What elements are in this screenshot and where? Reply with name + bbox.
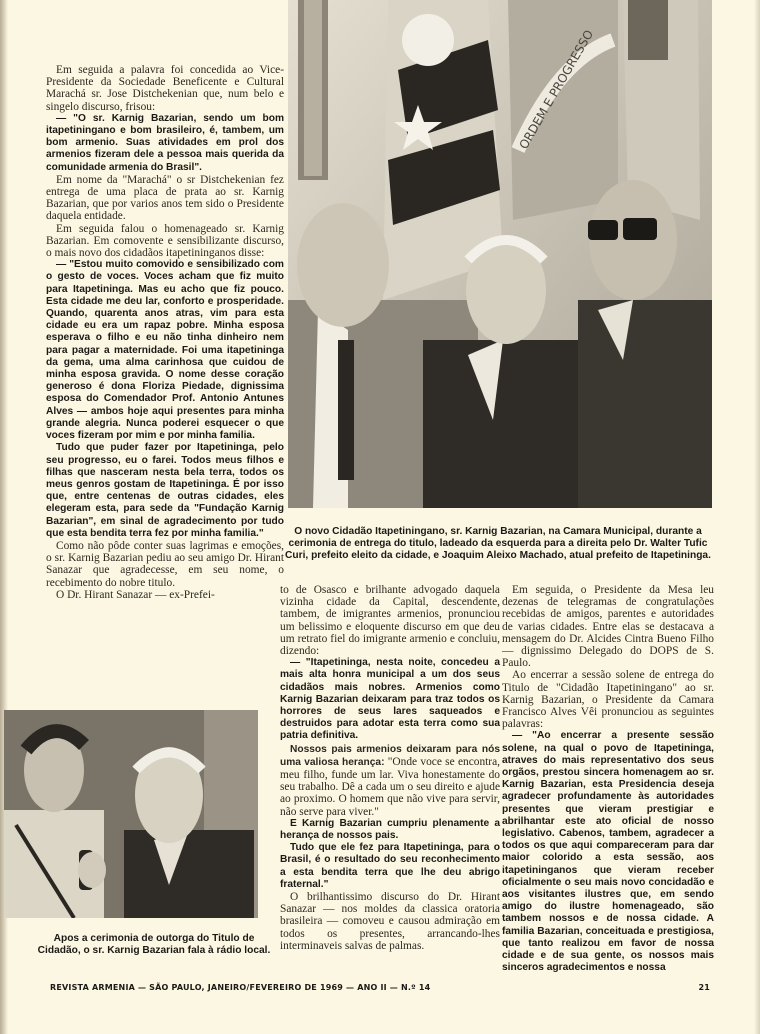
man-right-suit bbox=[578, 300, 712, 508]
paragraph: Como não pôde conter suas lagrimas e emoções, o sr. Karnig Bazarian pediu ao seu amigo Dr. Hirant Sanazar que agradecesse, em seu nome, o recebimento do nobre titulo. bbox=[46, 539, 284, 589]
paragraph: Em nome da "Marachá" o sr Distchekenian fez entrega de uma placa de prata ao sr. Karnig Bazarian, que por varios anos tem sido o Presidente daquela entidade. bbox=[46, 173, 284, 223]
paragraph: Em seguida falou o homenageado sr. Karnig Bazarian. Em comovente e sensibilizante discurso, o mais novo dos cidadãos itapetininganos disse: bbox=[46, 222, 284, 260]
flag-brazil bbox=[508, 0, 618, 220]
photo-small-caption: Apos a cerimonia de outorga do Titulo de Cidadão, o sr. Karnig Bazarian fala à rádio local. bbox=[37, 933, 271, 957]
page-footer bbox=[48, 983, 714, 997]
paragraph: O brilhantissimo discurso do Dr. Hirant Sanazar — nos moldes da classica oratoria brasileira — comoveu e causou admiração em todos os presentes, arrancando-lhes interminaveis salvas de palmas. bbox=[280, 891, 500, 952]
photo-radio-interview bbox=[4, 710, 258, 918]
bold-lead: Nossos pais armenios deixaram para nós uma valiosa herança: bbox=[280, 743, 500, 768]
quote-paragraph: E Karnig Bazarian cumpriu plenamente a herança de nossos pais. bbox=[280, 817, 500, 842]
photo-main-caption: O novo Cidadão Itapetiningano, sr. Karnig Bazarian, na Camara Municipal, durante a cerimonia de entrega do titulo, ladeado da esquerda para a direita pelo Dr. Walter Tufic Curi, prefeito eleito da cidade, e Joaquim Aleixo Machado, atual prefeito de Itapetininga. bbox=[285, 526, 711, 562]
quote-paragraph: Tudo que ele fez para Itapetininga, para o Brasil, é o resultado do seu reconhecimento a esta bendita terra que lhe deu abrigo fraternal." bbox=[280, 842, 500, 890]
man-left-head bbox=[297, 203, 389, 327]
photo-three-men-with-flags bbox=[288, 0, 712, 508]
publication-line: REVISTA ARMENIA — SÃO PAULO, JANEIRO/FEVEREIRO DE 1969 — ANO II — N.º 14 bbox=[50, 983, 431, 992]
paragraph: O Dr. Hirant Sanazar — ex-Prefei- bbox=[56, 588, 215, 601]
quote-paragraph: — "Itapetininga, nesta noite, concedeu a mais alta honra municipal a um dos seus cidadãos mais nobres. Armenios como Karnig Bazarian deixaram para traz todos os horrores de seus lares saqueados e destruidos para adotar esta terra como sua patria definitiva. bbox=[280, 657, 500, 742]
page-number: 21 bbox=[698, 983, 710, 992]
quote-paragraph: — "Ao encerrar a presente sessão solene, na qual o povo de Itapetininga, atraves do mais representativo dos seus orgãos, prestou sincera homenagem ao sr. Karnig Bazarian, esta Presidencia deseja agradecer profundamente às autoridades presentes que vieram prestigiar e abrilhantar este ato oficial de nosso legislativo. Cabenos, tambem, agradecer a todos os que aqui compareceram para dar maior colorido a esta sessão, aos itapetininganos que vieram receber oficialmente o seu mais novo concidadão e aos visitantes ilustres que, em sendo amigo do ilustre homenageado, são tambem nossos e de nossa cidade. A familia Bazarian, conceituada e prestigiosa, que tanto realizou em favor de nossa cidade e de sua gente, os nossos mais sinceros agradecimentos e nossa bbox=[502, 730, 714, 974]
flag-banner-text: ORDEM E PROGRESSO bbox=[516, 27, 597, 152]
photo-small-illustration bbox=[4, 710, 258, 918]
man-center-suit bbox=[423, 340, 583, 508]
article-column-middle bbox=[280, 584, 500, 952]
quote-paragraph: — "Estou muito comovido e sensibilizado com o gesto de voces. Voces acham que fiz muito para Itapetininga. Mas eu acho que fiz pouco. Esta cidade me deu lar, conforto e prosperidade. Quando, quarenta anos atras, vim para esta cidade eu era um rapaz pobre. Minha esposa esperava o filho e eu não tinha dinheiro nem para pagar a maternidade. Foi uma itapetininga da gema, uma alma carinhosa que cuidou de minha esposa gravida. O nome desse coração generoso é dona Floriza Piedade, dignissima esposa do Comendador Prof. Antonio Antunes Alves — ambos hoje aqui presentes para minha grande alegria. Nunca poderei esquecer o que voces fizeram por mim e por minha familia. bbox=[46, 259, 284, 442]
elder-suit bbox=[124, 830, 254, 918]
quote-paragraph: Tudo que puder fazer por Itapetininga, pelo seu progresso, eu o farei. Todos meus filhos e filhas que nasceram nesta bela terra, todos os meus genros gostam de Itapetininga. É por isso que, entre centenas de outras cidades, eles elegeram esta, para sede da "Fundação Karnig Bazarian", em sinal de agradecimento por tudo que esta bendita terra fez por minha familia." bbox=[46, 442, 284, 539]
paragraph: Ao encerrar a sessão solene de entrega do Titulo de "Cidadão Itapetiningano" ao sr. Karnig Bazarian, o Presidente da Camara Francisco Alves Vêi pronunciou as seguintes palavras: bbox=[502, 669, 714, 731]
quote-paragraph: — "O sr. Karnig Bazarian, sendo um bom itapetiningano e bom brasileiro, é, tambem, um bom armenio. Suas atividades em prol dos armenios fizeram dele a pessoa mais querida da comunidade armenia do Brasil". bbox=[46, 112, 284, 173]
photo-main-illustration bbox=[288, 0, 712, 508]
paragraph: Em seguida, o Presidente da Mesa leu dezenas de telegramas de congratulações recebidas de amigos, parentes e autoridades de varias cidades. Entre elas se destacava a mensagem do Dr. Alcides Cintra Bueno Filho — dignissimo Delegado do DOPS de S. Paulo. bbox=[502, 584, 714, 670]
article-column-left bbox=[46, 64, 284, 601]
paragraph-mixed bbox=[280, 743, 500, 818]
paragraph: Em seguida a palavra foi concedida ao Vice-Presidente da Sociedade Beneficente e Cultural Marachá sr. Jose Distchekenian que, num belo e singelo discurso, frisou: bbox=[46, 64, 284, 113]
quote-text: "Onde voce se encontra, meu filho, funde um lar. Viva honestamente do seu trabalho. Dê a cada um o seu direito e ajude ao proximo. O homem que não vive para servir, não serve para viver." bbox=[280, 755, 501, 818]
paragraph: to de Osasco e brilhante advogado daquela vizinha cidade da Capital, descendente, tambem, de imigrantes armenios, pronunciou um belissimo e eloquente discurso em que deu um retrato fiel do imigrante armenio e concluiu, dizendo: bbox=[280, 584, 500, 658]
page-edge-right bbox=[754, 0, 760, 1034]
article-column-right bbox=[502, 584, 714, 975]
